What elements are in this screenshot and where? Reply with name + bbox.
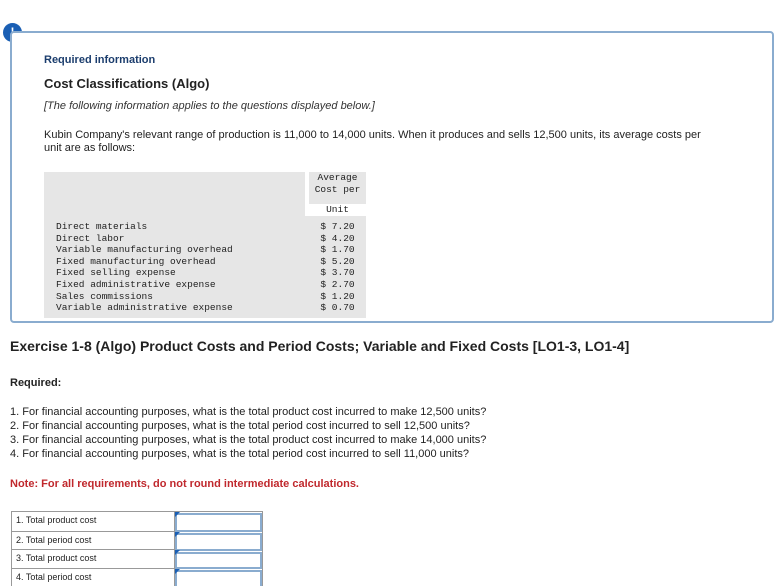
total-product-cost-input-1[interactable]: [175, 513, 262, 532]
cost-header-line3: Unit: [326, 204, 349, 215]
cost-row-value: $ 7.20: [320, 221, 355, 232]
answer-label: 3. Total product cost: [12, 550, 175, 568]
cost-row-value: $ 1.20: [320, 290, 355, 302]
total-period-cost-input-2[interactable]: [175, 533, 262, 551]
cost-row-label: Fixed selling expense: [56, 267, 176, 279]
answer-row: [12, 512, 262, 531]
question-list: [10, 405, 486, 461]
total-period-cost-input-4[interactable]: [175, 570, 262, 586]
answer-row: [12, 549, 262, 568]
cost-row-label: Direct labor: [56, 232, 125, 244]
required-heading: Required:: [10, 377, 62, 389]
section-title: Cost Classifications (Algo): [44, 76, 210, 91]
cost-values: [309, 216, 366, 318]
rounding-note: Note: For all requirements, do not round intermediate calculations.: [10, 478, 359, 490]
answer-row: [12, 531, 262, 550]
cost-row-label: Direct materials: [56, 221, 148, 232]
answer-table: [11, 511, 263, 586]
cost-row-value: $ 3.70: [320, 267, 355, 279]
total-product-cost-input-3[interactable]: [175, 552, 262, 570]
cost-labels: [44, 216, 305, 318]
cost-table: [44, 172, 366, 318]
question-item: 4. For financial accounting purposes, what is the total period cost incurred to sell 11,000 units?: [10, 448, 470, 460]
cost-row-label: Fixed administrative expense: [56, 278, 216, 290]
required-information-panel: [10, 31, 774, 323]
cost-header-line1: Average: [317, 172, 358, 183]
answer-label: 2. Total period cost: [12, 532, 175, 550]
intro-text: Kubin Company's relevant range of production is 11,000 to 14,000 units. When it produces and sells 12,500 units, its average costs per unit are as follows:: [44, 129, 701, 154]
answer-row: [12, 568, 262, 586]
applies-note: [The following information applies to the questions displayed below.]: [44, 100, 375, 112]
question-item: 2. For financial accounting purposes, what is the total period cost incurred to sell 12,500 units?: [10, 420, 470, 432]
cost-header: [309, 172, 366, 204]
cost-row-value: $ 5.20: [320, 255, 355, 267]
cost-row-value: $ 4.20: [320, 232, 355, 244]
question-item: 1. For financial accounting purposes, what is the total product cost incurred to make 12,500 units?: [10, 406, 487, 418]
required-info-heading: Required information: [44, 54, 156, 66]
cost-row-value: $ 2.70: [320, 278, 355, 290]
cost-row-value: $ 1.70: [320, 244, 355, 256]
cost-header-line2: Cost per: [314, 184, 361, 195]
answer-label: 4. Total period cost: [12, 569, 175, 586]
cost-row-value: $ 0.70: [320, 302, 355, 314]
question-item: 3. For financial accounting purposes, what is the total product cost incurred to make 14,000 units?: [10, 434, 487, 446]
answer-label: 1. Total product cost: [12, 512, 175, 531]
cost-row-label: Sales commissions: [56, 290, 153, 302]
cost-row-label: Fixed manufacturing overhead: [56, 255, 216, 267]
exercise-title: Exercise 1-8 (Algo) Product Costs and Period Costs; Variable and Fixed Costs [LO1-3, LO1-4]: [10, 338, 630, 354]
cost-row-label: Variable manufacturing overhead: [56, 244, 233, 256]
cost-row-label: Variable administrative expense: [56, 302, 233, 314]
